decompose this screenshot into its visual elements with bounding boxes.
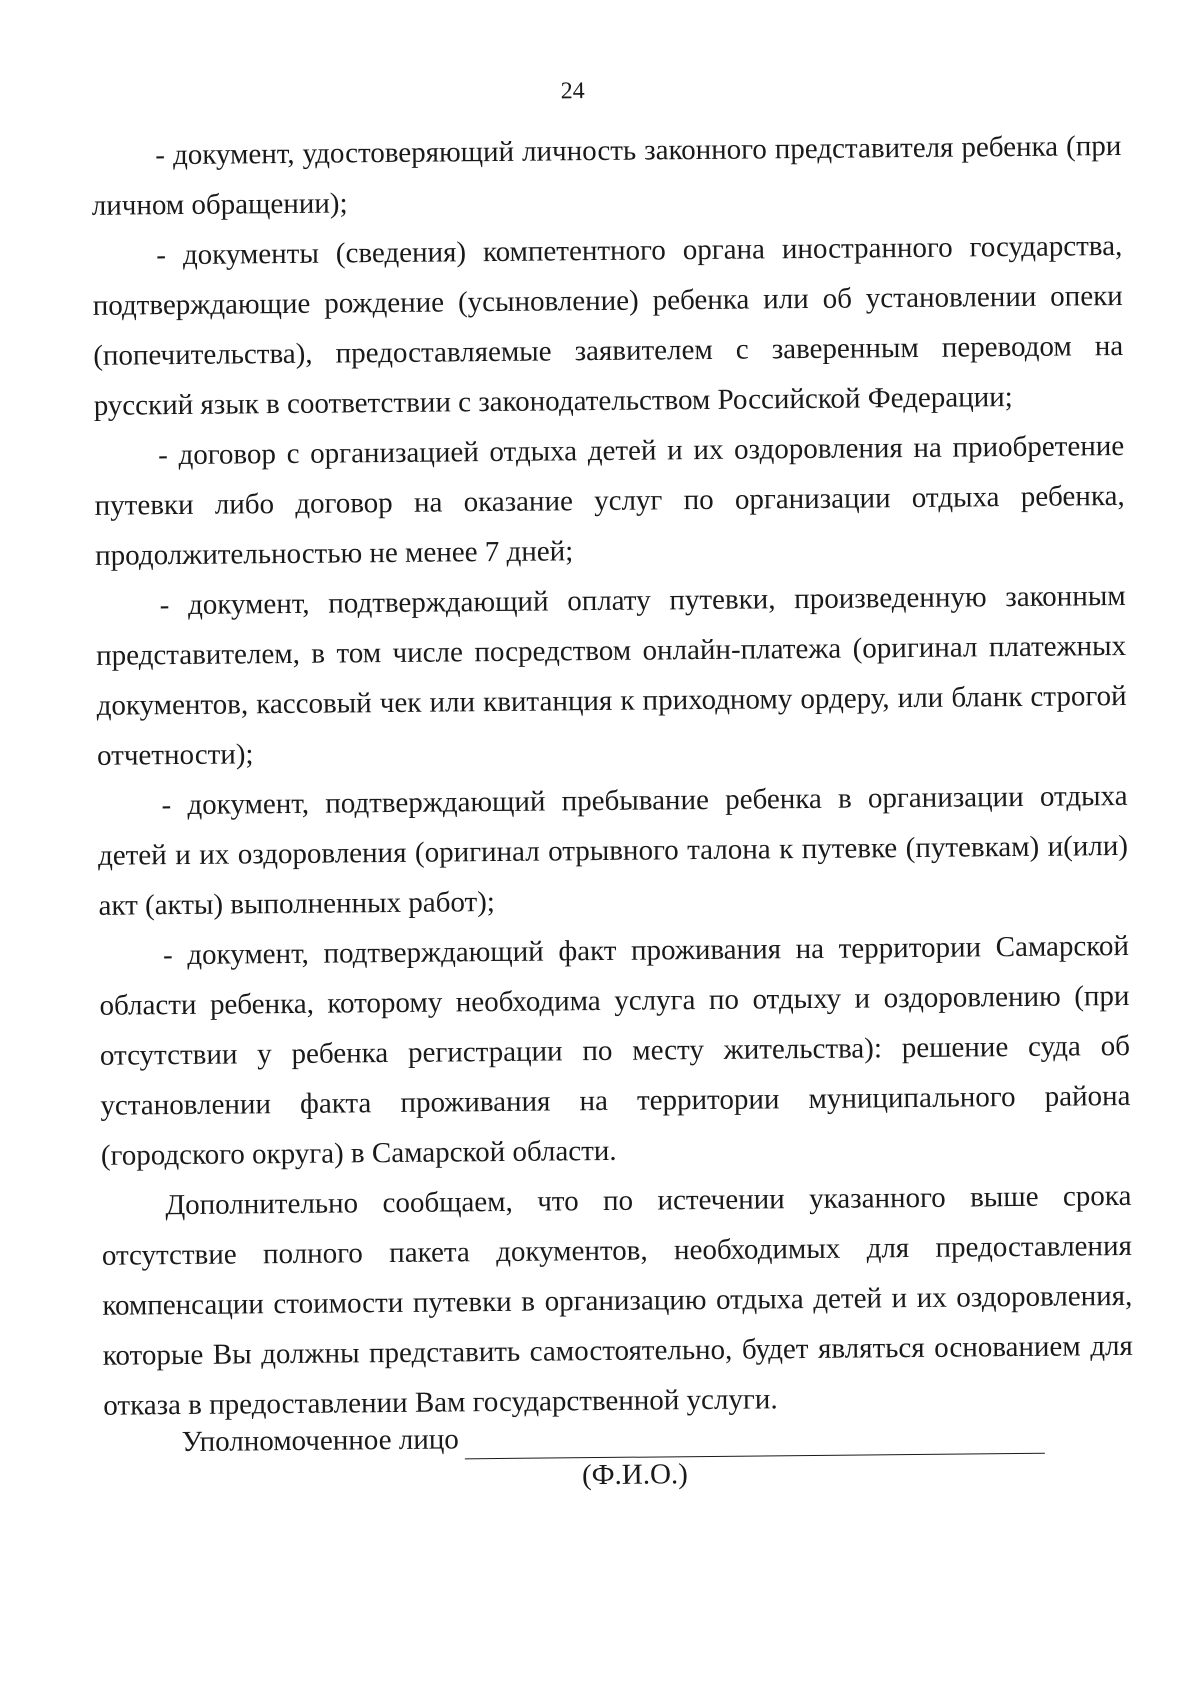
list-item-payment-document: - документ, подтверждающий оплату путевки, произведенную законным представителем, в том числе посредством онлайн-платежа (оригинал платежных документов, кассовый чек или квитанция к приходному ордеру, или бланк строгой отчетности); bbox=[95, 579, 1127, 772]
list-item-residence-document: - документ, подтверждающий факт проживания на территории Самарской области ребенка, которому необходима услуга по отдыху и оздоровлению (при отсутствии у ребенка регистрации по месту жительства): решение суда об установлении факта проживания на территории муниципального района (городского округа) в Самарской области. bbox=[99, 929, 1131, 1172]
closing-paragraph: Дополнительно сообщаем, что по истечении указанного выше срока отсутствие полного пакета документов, необходимых для предоставления компенсации стоимости путевки в организацию отдыха детей и их оздоровления, которые Вы должны представить самостоятельно, будет являться основанием для отказа в предоставлении Вам государственной услуги. bbox=[101, 1179, 1133, 1422]
signature-label: Уполномоченное лицо bbox=[181, 1423, 459, 1459]
signature-blank-line bbox=[465, 1423, 1045, 1460]
list-item-stay-document: - документ, подтверждающий пребывание ребенка в организации отдыха детей и их оздоровления (оригинал отрывного талона к путевке (путевкам) и(или) акт (акты) выполненных работ); bbox=[97, 779, 1129, 922]
list-item-identity-document: - документ, удостоверяющий личность законного представителя ребенка (при личном обращении); bbox=[91, 129, 1122, 222]
page-number: 24 bbox=[560, 78, 585, 105]
list-item-foreign-documents: - документы (сведения) компетентного органа иностранного государства, подтверждающие рождение (усыновление) ребенка или об установлении опеки (попечительства), предоставляемые заявителем с заверенным переводом на русский язык в соответствии с законодательством Российской Федерации; bbox=[92, 229, 1124, 422]
list-item-contract: - договор с организацией отдыха детей и их оздоровления на приобретение путевки либо договор на оказание услуг по организации отдыха ребенка, продолжительностью не менее 7 дней; bbox=[94, 429, 1125, 572]
signature-caption: (Ф.И.О.) bbox=[581, 1458, 689, 1492]
document-body bbox=[91, 121, 1133, 1431]
signature-block bbox=[181, 1413, 1082, 1496]
